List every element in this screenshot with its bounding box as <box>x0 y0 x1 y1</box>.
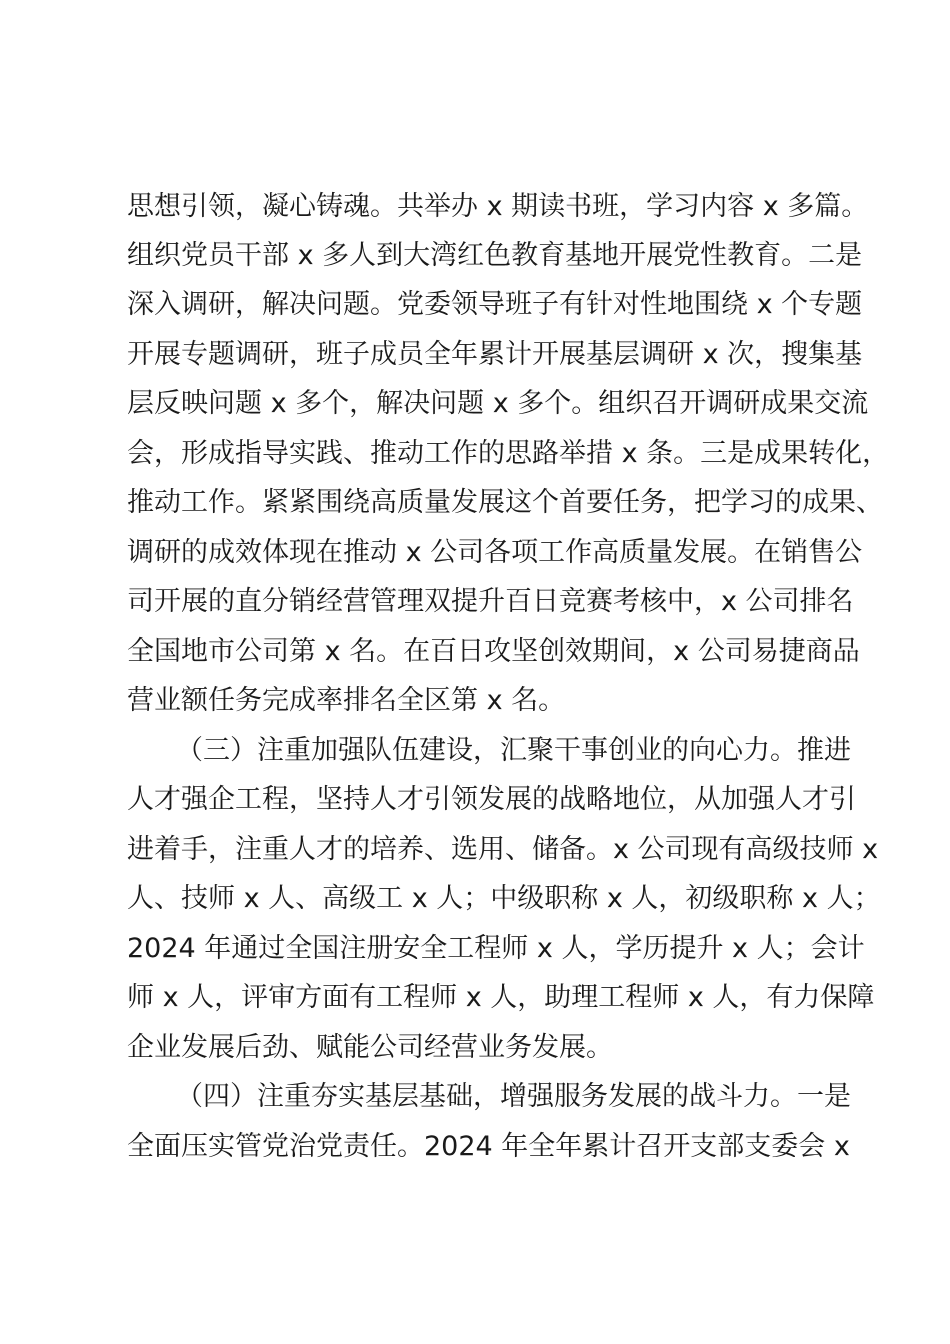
text-line: 进着手，注重人才的培养、选用、储备。x 公司现有高级技师 x <box>127 834 879 865</box>
text-line: 师 x 人，评审方面有工程师 x 人，助理工程师 x 人，有力保障 <box>127 982 875 1013</box>
text-line: 营业额任务完成率排名全区第 x 名。 <box>127 685 566 716</box>
text-line: 全面压实管党治党责任。2024 年全年累计召开支部支委会 x <box>127 1131 850 1162</box>
text-line: 开展专题调研，班子成员全年累计开展基层调研 x 次，搜集基 <box>127 339 863 370</box>
text-line: 会，形成指导实践、推动工作的思路举措 x 条。三是成果转化， <box>127 438 890 469</box>
text-line: 企业发展后劲、赋能公司经营业务发展。 <box>127 1032 613 1063</box>
text-line: 组织党员干部 x 多人到大湾红色教育基地开展党性教育。二是 <box>127 240 863 271</box>
text-line: 调研的成效体现在推动 x 公司各项工作高质量发展。在销售公 <box>127 537 863 568</box>
text-line: 人才强企工程，坚持人才引领发展的战略地位，从加强人才引 <box>127 784 856 815</box>
section-heading-line: （四）注重夯实基层基础，增强服务发展的战斗力。一是 <box>176 1081 851 1112</box>
text-line: 司开展的直分销经营管理双提升百日竞赛考核中，x 公司排名 <box>127 586 854 617</box>
text-line: 推动工作。紧紧围绕高质量发展这个首要任务，把学习的成果、 <box>127 487 883 518</box>
text-line: 思想引领，凝心铸魂。共举办 x 期读书班，学习内容 x 多篇。 <box>127 191 869 222</box>
section-heading-line: （三）注重加强队伍建设，汇聚干事创业的向心力。推进 <box>176 735 851 766</box>
text-line: 2024 年通过全国注册安全工程师 x 人，学历提升 x 人；会计 <box>127 933 865 964</box>
text-line: 人、技师 x 人、高级工 x 人；中级职称 x 人，初级职称 x 人； <box>127 883 881 914</box>
text-line: 层反映问题 x 多个，解决问题 x 多个。组织召开调研成果交流 <box>127 388 869 419</box>
text-line: 深入调研，解决问题。党委领导班子有针对性地围绕 x 个专题 <box>127 289 863 320</box>
text-line: 全国地市公司第 x 名。在百日攻坚创效期间，x 公司易捷商品 <box>127 636 860 667</box>
